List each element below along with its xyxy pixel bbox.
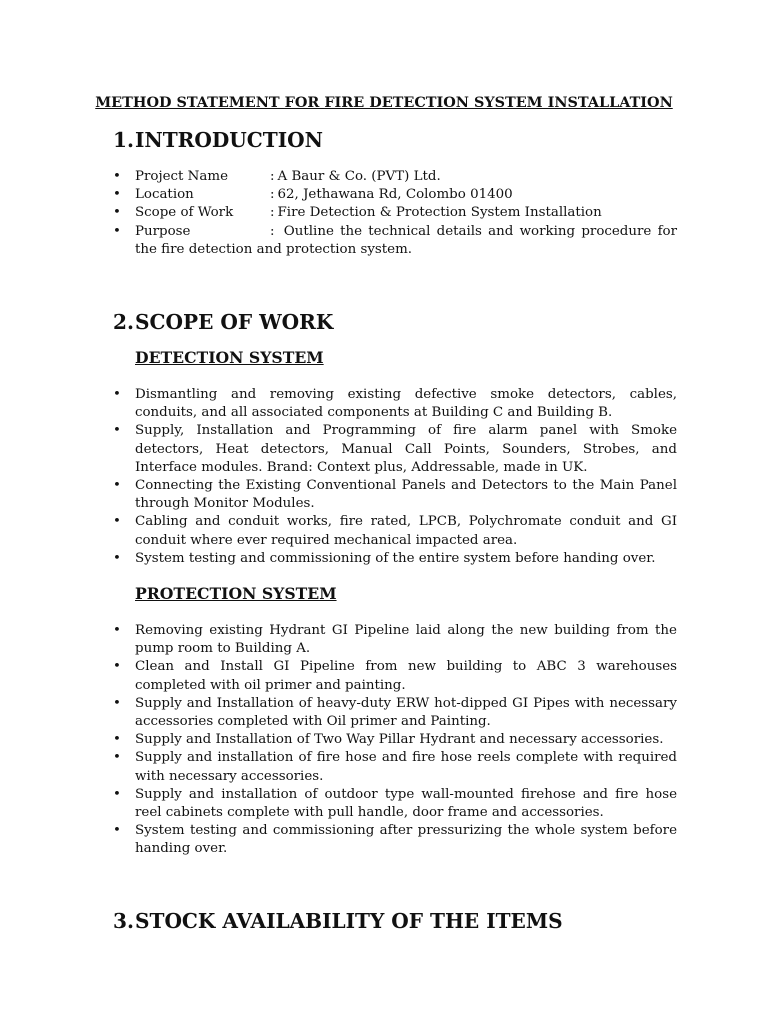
document-title: METHOD STATEMENT FOR FIRE DETECTION SYSTEM INSTALLATION xyxy=(95,94,673,111)
section-heading-scope-of-work xyxy=(113,310,334,334)
section-title: SCOPE OF WORK xyxy=(135,310,334,334)
list-item: • Removing existing Hydrant GI Pipeline laid along the new building from the pump room to Building A. xyxy=(0,622,677,658)
section-number: 1. xyxy=(113,128,134,152)
list-item: • Supply and Installation of heavy-duty ERW hot-dipped GI Pipes with necessary accessories completed with Oil primer and Painting. xyxy=(0,695,677,731)
field-label: Purpose xyxy=(135,223,191,239)
section-heading-introduction xyxy=(113,128,323,152)
subsection-heading-protection-system: PROTECTION SYSTEM xyxy=(135,584,337,603)
list-item: • Purpose : Outline the technical details and working procedure for the fire detection and protection system. xyxy=(0,223,677,259)
field-value: 62, Jethawana Rd, Colombo 01400 xyxy=(277,187,513,203)
field-value: Outline the technical details and working procedure for the fire detection and protection system. xyxy=(135,223,677,257)
list-item: • System testing and commissioning of the entire system before handing over. xyxy=(0,550,677,568)
detection-system-list xyxy=(0,386,768,568)
section-title: INTRODUCTION xyxy=(135,128,323,152)
list-item: • Supply and installation of fire hose and fire hose reels complete with required with necessary accessories. xyxy=(0,749,677,785)
section-heading-stock-availability xyxy=(113,909,563,933)
list-item: • Dismantling and removing existing defective smoke detectors, cables, conduits, and all associated components at Building C and Building B. xyxy=(0,386,677,422)
section-number: 3. xyxy=(113,909,134,933)
list-item: • Supply and installation of outdoor type wall-mounted firehose and fire hose reel cabinets complete with pull handle, door frame and accessories. xyxy=(0,786,677,822)
section-title: STOCK AVAILABILITY OF THE ITEMS xyxy=(135,909,563,933)
list-item: • Supply, Installation and Programming of fire alarm panel with Smoke detectors, Heat detectors, Manual Call Points, Sounders, Strobes, and Interface modules. Brand: Context plus, Addressable, made in UK. xyxy=(0,422,677,477)
list-item: • Supply and Installation of Two Way Pillar Hydrant and necessary accessories. xyxy=(0,731,677,749)
list-item: • Clean and Install GI Pipeline from new building to ABC 3 warehouses completed with oil primer and painting. xyxy=(0,658,677,694)
list-item: • Cabling and conduit works, fire rated, LPCB, Polychromate conduit and GI conduit where ever required mechanical impacted area. xyxy=(0,513,677,549)
list-item: • Connecting the Existing Conventional Panels and Detectors to the Main Panel through Monitor Modules. xyxy=(0,477,677,513)
protection-system-list xyxy=(0,622,768,859)
list-item: • System testing and commissioning after pressurizing the whole system before handing over. xyxy=(0,822,677,858)
field-value: Fire Detection & Protection System Installation xyxy=(277,205,602,221)
project-info-list xyxy=(0,168,768,259)
field-value: A Baur & Co. (PVT) Ltd. xyxy=(277,169,441,184)
subsection-heading-detection-system: DETECTION SYSTEM xyxy=(135,348,324,367)
section-number: 2. xyxy=(113,310,134,334)
field-label: Scope of Work xyxy=(135,205,234,221)
field-label: Project Name xyxy=(135,169,229,184)
list-item: • Scope of Work : Fire Detection & Protection System Installation xyxy=(0,204,677,222)
list-item: • Location : 62, Jethawana Rd, Colombo 01400 xyxy=(0,186,677,204)
field-label: Location xyxy=(135,187,194,203)
list-item: • Project Name : A Baur & Co. (PVT) Ltd. xyxy=(0,168,677,186)
